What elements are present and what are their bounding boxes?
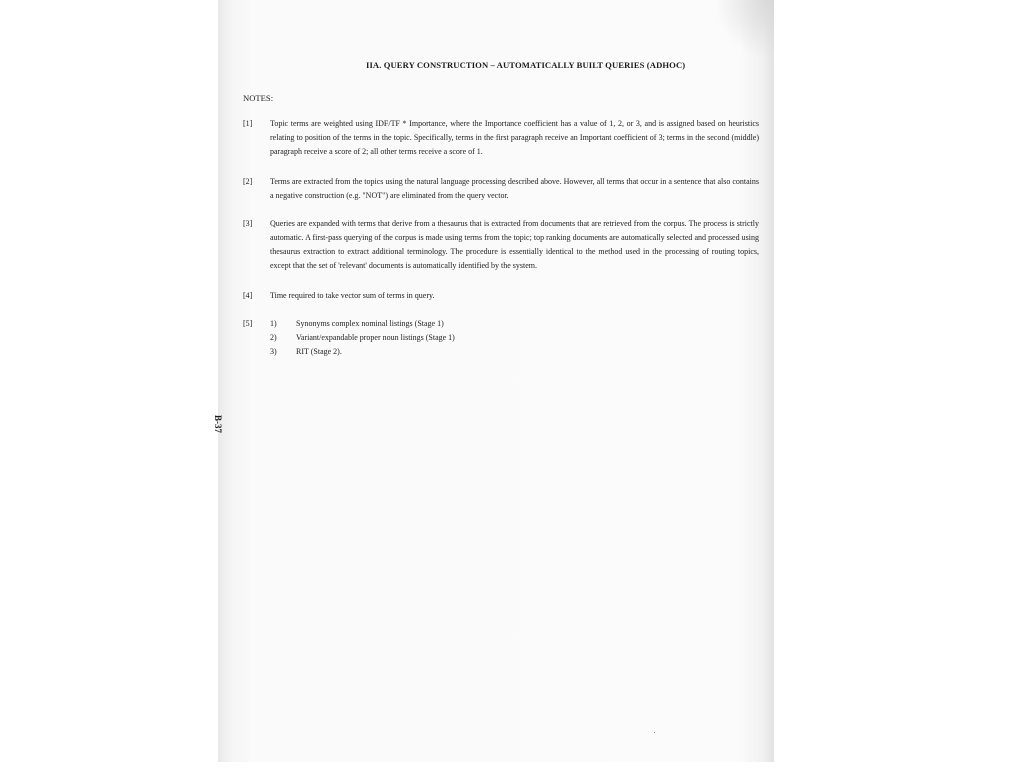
note-number: [4] [243, 291, 253, 300]
sub-item-number: 3) [270, 347, 277, 356]
note-number: [5] [243, 319, 253, 328]
document-page [213, 0, 774, 762]
scan-speck [654, 732, 655, 733]
sub-item-number: 1) [270, 319, 277, 328]
sub-item-number: 2) [270, 333, 277, 342]
page-number: B-37 [213, 415, 223, 433]
sub-item-text: Variant/expandable proper noun listings (Stage 1) [296, 333, 455, 342]
note-text: Time required to take vector sum of terms in query. [270, 291, 435, 300]
note-text: Terms are extracted from the topics using the natural language processing described above. However, all terms that occur in a sentence that also contains a negative construction (e.g. "NOT") are eliminated from the query vector. [270, 177, 759, 200]
sub-item [270, 331, 455, 345]
note-number: [1] [243, 119, 253, 128]
notes-label: NOTES: [243, 93, 274, 103]
sub-item-text: RIT (Stage 2). [296, 347, 342, 356]
section-title: IIA. QUERY CONSTRUCTION – AUTOMATICALLY BUILT QUERIES (ADHOC) [366, 60, 686, 70]
note-number: [2] [243, 177, 253, 186]
note-number: [3] [243, 219, 253, 228]
note-text: Queries are expanded with terms that derive from a thesaurus that is extracted from documents that are retrieved from the corpus. The process is strictly automatic. A first-pass querying of the corpus is made using terms from the topic; top ranking documents are automatically selected and processed using thesaurus extraction to extract additional terminology. The procedure is essentially identical to the method used in the processing of routing topics, except that the set of 'relevant' documents is automatically identified by the system. [270, 219, 759, 270]
note-text: Topic terms are weighted using IDF/TF * Importance, where the Importance coefficient has a value of 1, 2, or 3, and is assigned based on heuristics relating to position of the terms in the topic. Specifically, terms in the first paragraph receive an Important coefficient of 3; terms in the second (middle) paragraph receive a score of 2; all other terms receive a score of 1. [270, 119, 759, 156]
sub-item [270, 317, 444, 331]
sub-item-text: Synonyms complex nominal listings (Stage 1) [296, 319, 444, 328]
sub-item [270, 345, 342, 359]
